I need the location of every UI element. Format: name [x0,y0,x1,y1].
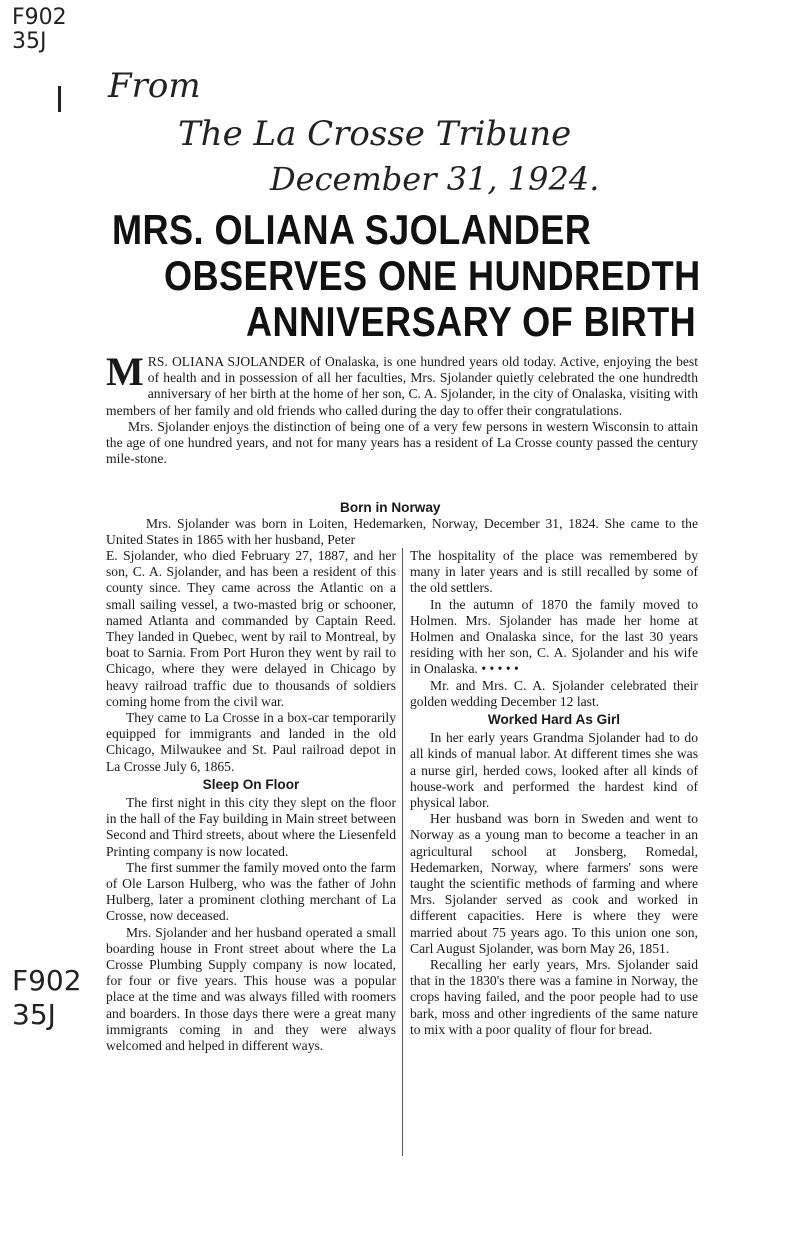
archive-code-top-line2: 35J [12,29,47,54]
right-column [410,548,698,1038]
right-paragraph-5: Her husband was born in Sweden and went to Norway as a young man to become a teacher in an agricultural school at Jonsberg, Romedal, Hedemarken, Norway, where farmers' sons were taught the scientific methods of farming and where Mrs. Sjolander served as cook and worked in different capacities. Here is where they were married about 75 years ago. To this union one son, Carl August Sjolander, was born May 26, 1851. [410,811,698,956]
headline-line-3: ANNIVERSARY OF BIRTH [246,298,697,345]
archive-code-top [12,6,67,54]
right-paragraph-6: Recalling her early years, Mrs. Sjolander said that in the 1830's there was a famine in Norway, the crops having failed, and the poor people had to use bark, moss and other ingredients of the same nature to mix with a poor quality of flour for bread. [410,957,698,1037]
handwritten-date: December 31, 1924. [270,160,600,198]
left-paragraph-3: The first night in this city they slept on the floor in the hall of the Fay building in Main street between Second and Third streets, about where the Liesenfeld Printing company is now located. [106,795,396,859]
archive-code-top-line1: F902 [12,5,67,30]
archive-code-side-line1: F902 [12,964,82,997]
right-paragraph-2: In the autumn of 1870 the family moved to Holmen. Mrs. Sjolander has made her home at Holmen and Onalaska since, for the last 30 years residing with her son, C. A. Sjolander and his wife in Onalaska. • • • • • [410,596,698,677]
subhead-born-in-norway: Born in Norway [340,500,441,515]
left-paragraph-5: Mrs. Sjolander and her husband operated a small boarding house in Front street about where the La Crosse Plumbing Supply company is now located, for four or five years. This house was a popular place at the time and was always filled with roomers and boarders. In those days there were a great many immigrants coming in and they were always welcomed and helped in different ways. [106,924,396,1054]
left-paragraph-2: They came to La Crosse in a box-car temporarily equipped for immigrants and landed in the old Chicago, Milwaukee and St. Paul railroad depot in La Crosse July 6, 1865. [106,710,396,774]
left-paragraph-1: E. Sjolander, who died February 27, 1887, and her son, C. A. Sjolander, and has been a resident of this county since. They came across the Atlantic on a small sailing vessel, a two-masted brig or schooner, named Atlanta and commanded by Captain Reed. They landed in Quebec, went by rail to Montreal, by boat to Sarnia. From Port Huron they went by rail to Chicago, where they were delayed in Chicago by heavy railroad traffic due to thousands of soldiers coming home from the civil war. [106,548,396,709]
pen-mark [58,86,61,112]
left-column [106,548,396,1054]
right-paragraph-3: Mr. and Mrs. C. A. Sjolander celebrated their golden wedding December 12 last. [410,677,698,709]
handwritten-from: From [108,66,201,106]
lead-paragraphs [106,349,698,467]
headline-line-1: MRS. OLIANA SJOLANDER [112,206,592,253]
handwritten-source: The La Crosse Tribune [178,114,572,154]
right-paragraph-1: The hospitality of the place was remembered by many in later years and is still recalled by some of the old settlers. [410,548,698,596]
drop-cap: M [106,349,144,394]
archive-code-side [12,964,82,1032]
right-paragraph-4: In her early years Grandma Sjolander had to do all kinds of manual labor. At different times she was a nurse girl, herded cows, looked after all kinds of house-work and performed the hardest kind of physical labor. [410,730,698,811]
left-paragraph-4: The first summer the family moved onto the farm of Ole Larson Hulberg, who was the father of John Hulberg, later a prominent clothing merchant of La Crosse, now deceased. [106,859,396,924]
subhead-worked-hard: Worked Hard As Girl [487,712,621,728]
lead-paragraph-1 [106,349,698,419]
born-intro-paragraph: Mrs. Sjolander was born in Loiten, Hedemarken, Norway, December 31, 1824. She came to the United States in 1865 with her husband, Peter [106,516,698,548]
archive-code-side-line2: 35J [12,998,56,1031]
lead-paragraph-2: Mrs. Sjolander enjoys the distinction of being one of a very few persons in western Wisconsin to attain the age of one hundred years, and not for many years has a resident of La Crosse county passed the century mile-stone. [106,418,698,467]
lead-paragraph-1-text: RS. OLIANA SJOLANDER of Onalaska, is one hundred years old today. Active, enjoying the best of health and in possession of all her faculties, Mrs. Sjolander quietly celebrated the one hundredth anniversary of her birth at the home of her son, C. A. Sjolander, in the city of Onalaska, visiting with members of her family and old friends who called during the day to offer their congratulations. [106,354,698,418]
subhead-sleep-on-floor: Sleep On Floor [202,776,300,792]
column-rule [402,548,403,1156]
headline-line-2: OBSERVES ONE HUNDREDTH [164,252,701,299]
